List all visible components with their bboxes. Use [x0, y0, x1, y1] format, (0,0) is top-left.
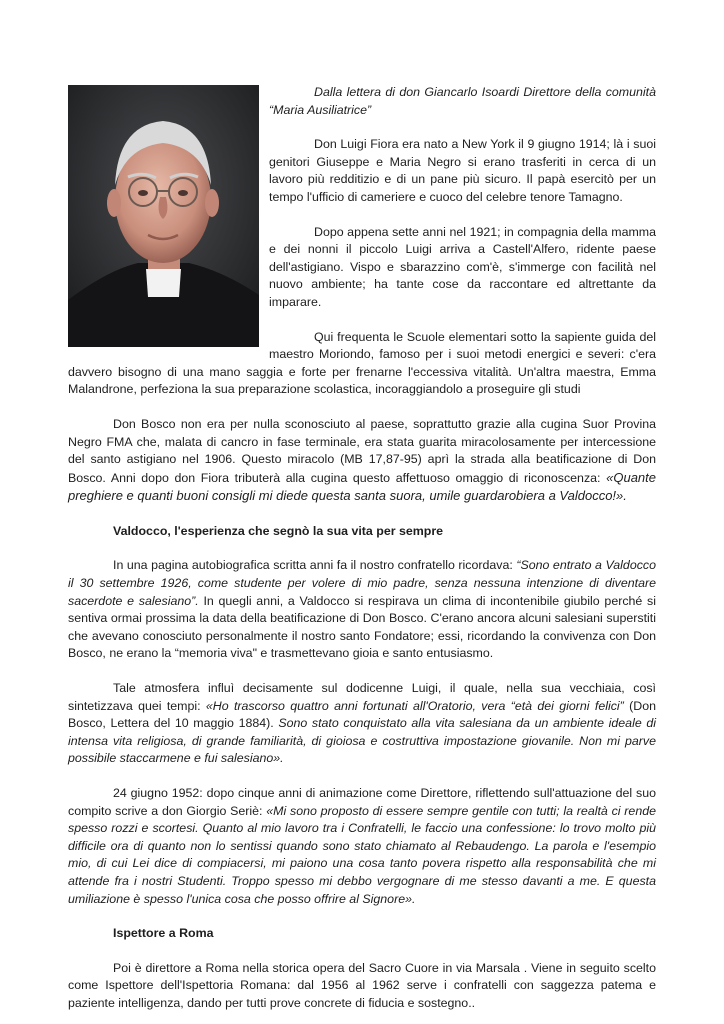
paragraph-text: Tale atmosfera influì decisamente sul dodicenne Luigi, il quale, nella sua vecchiaia, così sintetizzava quei tempi:: [68, 681, 656, 713]
reference: (Don Bosco, Lettera del 10 maggio 1884).: [68, 698, 656, 731]
paragraph-rome: Poi è direttore a Roma nella storica opera del Sacro Cuore in via Marsala . Viene in seguito scelto come Ispettore dell'Ispettoria Romana: dal 1956 al 1962 serve i confratelli con saggezza patema e paziente intelligenza, dando per tutti prove concrete di fiducia e sostegno..: [68, 960, 656, 1010]
paragraph-childhood: Dopo appena sette anni nel 1921; in compagnia della mamma e dei nonni il piccolo Luigi arriva a Castell'Alfero, ridente paese dell'astigiano. Vispo e sbarazzino com'è, s'immerge con facilità nel nuovo ambiente; ha tante cose da raccontare ed altrettante da imparare.: [269, 224, 656, 309]
section-heading-rome: Ispettore a Roma: [113, 926, 214, 941]
paragraph-atmosphere: [68, 680, 656, 768]
quote: “Sono entrato a Valdocco il 30 settembre 1926, come studente per volere di mio padre, senza nessuna intenzione di diventare sacerdote e salesiano”.: [68, 558, 656, 608]
intro-line: Dalla lettera di don Giancarlo Isoardi Direttore della comunità “Maria Ausiliatrice”: [269, 85, 656, 117]
paragraph-birth: Don Luigi Fiora era nato a New York il 9 giugno 1914; là i suoi genitori Giuseppe e Maria Negro si erano trasferiti in cerca di un lavoro più redditizio e di un pane più sicuro. Il papà esercitò per un tempo l'ufficio di cameriere e cuoco del celebre tenore Tamagno.: [269, 137, 656, 204]
quote: «Mi sono proposto di essere sempre gentile con tutti; la realtà ci rende spesso rozzi e scortesi. Quanto al mio lavoro tra i Confratelli, le faccio una confessione: lo trovo molto più difficile ora di quanto non lo sentissi quando sono stato chiamato al Rebaudengo. La parola e l'esempio mio, di cui Lei dice di compiacersi, mi paiono una cosa tanto povera rispetto alla responsabilità che mi attende fra i nostri Studenti. Troppo spesso mi debbo vergognare di me stesso davanti a me. E questa umiliazione è spesso l'unica cosa che posso offrire al Signore».: [68, 803, 656, 906]
paragraph-letter-1952: [68, 785, 656, 908]
quote-continued: Sono stato conquistato alla vita salesiana da un ambiente ideale di intensa vita religiosa, di grande familiarità, di gioiosa e costruttiva impostazione giovanile. Non mi parve possibile staccarmene e fui salesiano».: [68, 716, 656, 766]
paragraph-don-bosco: [68, 416, 656, 506]
section-heading-valdocco: Valdocco, l'esperienza che segnò la sua vita per sempre: [113, 523, 444, 538]
portrait-illustration: [68, 85, 259, 347]
paragraph-text: 24 giugno 1952: dopo cinque anni di animazione come Direttore, riflettendo sull'attuazione del suo compito scrive a don Giorgio Seriè:: [68, 786, 656, 818]
paragraph-valdocco: [68, 557, 656, 663]
quote: «Quante preghiere e quanti buoni consigli mi diede questa santa suora, umile guardarobiera a Valdocco!».: [68, 469, 656, 504]
paragraph-text-rest: In quegli anni, a Valdocco si respirava un clima di incontenibile giubilo perché si sentiva ormai prossima la data della beatificazione di Don Bosco. C'erano ancora alcuni salesiani superstiti che avevano conosciuto personalmente il nostro santo Fondatore; essi, ricordando la convivenza con Don Bosco, ne erano la “memoria viva" e trasmettevano gioia e santo entusiasmo.: [68, 593, 656, 661]
quote: «Ho trascorso quattro anni fortunati all'Oratorio, vera “età dei giorni felici”: [205, 698, 624, 713]
document-page: [68, 82, 656, 1013]
paragraph-text: In una pagina autobiografica scritta anni fa il nostro confratello ricordava:: [113, 558, 517, 573]
paragraph-text: Don Bosco non era per nulla sconosciuto al paese, soprattutto grazie alla cugina Suor Provina Negro FMA che, malata di cancro in fase terminale, era stata guarita miracolosamente per intercessione del santo astigiano nel 1906. Questo miracolo (MB 17,87-95) aprì la strada alla beatificazione di Don Bosco. Anni dopo don Fiora tributerà alla cugina questo affettuoso omaggio di riconoscenza:: [68, 416, 656, 485]
paragraph-school: Qui frequenta le Scuole elementari sotto la sapiente guida del maestro Moriondo, famoso per i suoi metodi energici e severi: c'era davvero bisogno di una mano saggia e forte per frenarne l'eccessiva vitalità. Un'altra maestra, Emma Malandrone, perfeziona la sua preparazione scolastica, incoraggiandolo a proseguire gli studi: [68, 329, 656, 397]
portrait-photo: [68, 85, 259, 347]
